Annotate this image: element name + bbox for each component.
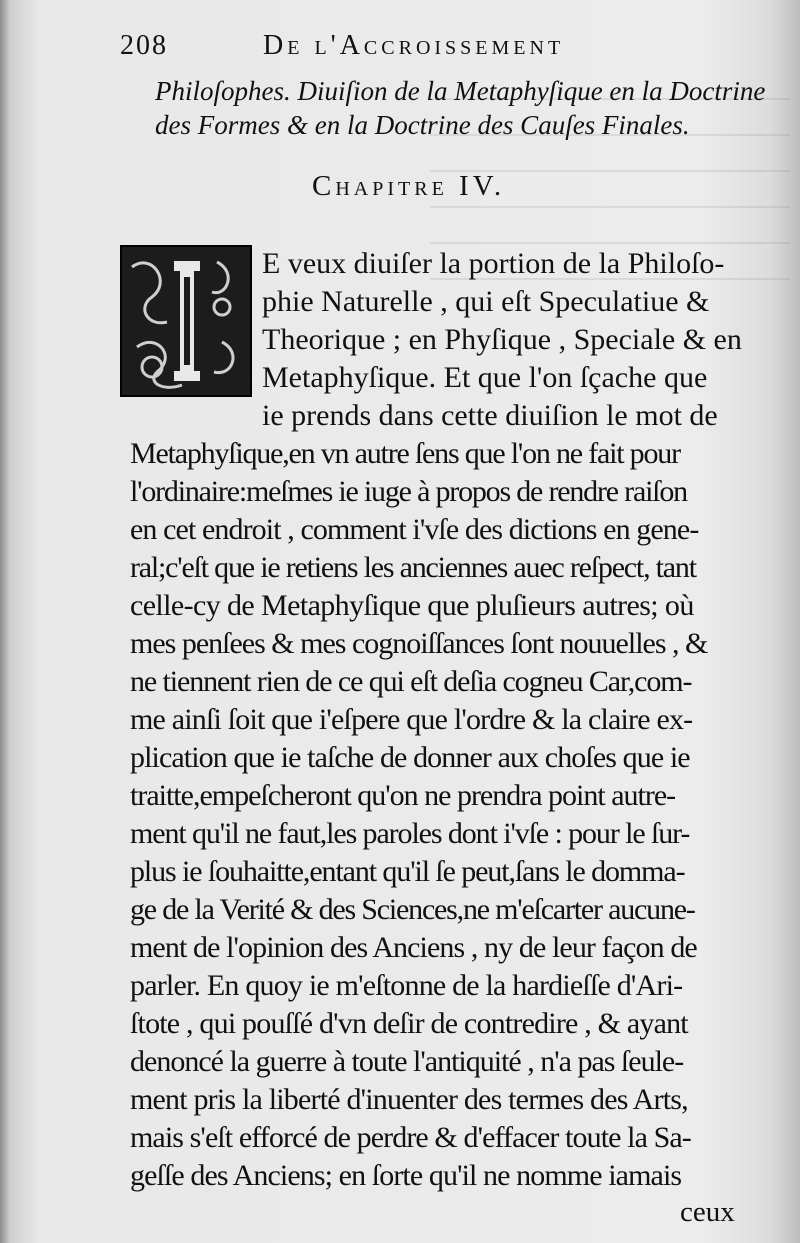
body-line: phie Naturelle , qui eſt Speculatiue & — [262, 285, 710, 318]
body-line: parler. En quoy ie m'eſtonne de la hardieſſe d'Ari- — [130, 969, 683, 1002]
body-line: ment pris la liberté d'inuenter des termes des Arts, — [130, 1083, 688, 1116]
body-line: ſtote , qui pouſſé d'vn deſir de contredire , & ayant — [130, 1007, 688, 1040]
body-line: ment de l'opinion des Anciens , ny de leur façon de — [130, 931, 697, 964]
body-line: Metaphyſique. Et que l'on ſçache que — [262, 361, 708, 394]
body-line: mais s'eſt efforcé de perdre & d'effacer toute la Sa- — [130, 1121, 691, 1154]
body-line: plication que ie taſche de donner aux choſes que ie — [130, 741, 690, 774]
body-line: plus ie ſouhaitte,entant qu'il ſe peut,ſans le domma- — [130, 855, 685, 888]
body-line: traitte,empeſcheront qu'on ne prendra point autre- — [130, 779, 676, 812]
body-line: ge de la Verité & des Sciences,ne m'eſcarter aucune- — [130, 893, 695, 926]
body-line: denoncé la guerre à toute l'antiquité , n'a pas ſeule- — [130, 1045, 684, 1078]
body-line: Metaphyſique,en vn autre ſens que l'on ne fait pour — [130, 437, 680, 470]
body-line: ral;c'eſt que ie retiens les anciennes auec reſpect, tant — [130, 551, 696, 584]
chapter-title: Chapitre IV. — [312, 170, 506, 202]
running-title: De l'Accroissement — [263, 30, 565, 61]
subtitle-line: des Formes & en la Doctrine des Cauſes Finales. — [155, 110, 690, 140]
body-line: geſſe des Anciens; en ſorte qu'il ne nomme iamais — [130, 1159, 682, 1192]
body-line: celle-cy de Metaphyſique que pluſieurs autres; où — [130, 589, 694, 622]
body-line: E veux diuiſer la portion de la Philoſo- — [262, 247, 725, 280]
body-line: ne tiennent rien de ce qui eſt deſia cogneu Car,com- — [130, 665, 692, 698]
body-line: l'ordinaire:meſmes ie iuge à propos de rendre raiſon — [130, 475, 687, 508]
body-line: en cet endroit , comment i'vſe des dictions en gene- — [130, 513, 699, 546]
body-line: ie prends dans cette diuiſion le mot de — [262, 399, 718, 432]
subtitle-line: Philoſophes. Diuiſion de la Metaphyſique en la Doctrine — [155, 76, 766, 106]
body-line: me ainſi ſoit que i'eſpere que l'ordre & la claire ex- — [130, 703, 693, 736]
catchword: ceux — [680, 1196, 735, 1228]
body-line: mes penſees & mes cognoiſſances ſont nouuelles , & — [130, 627, 708, 660]
body-line: Theorique ; en Phyſique , Speciale & en — [262, 323, 742, 356]
page-number: 208 — [120, 30, 168, 61]
body-line: ment qu'il ne faut,les paroles dont i'vſe : pour le ſur- — [130, 817, 690, 850]
